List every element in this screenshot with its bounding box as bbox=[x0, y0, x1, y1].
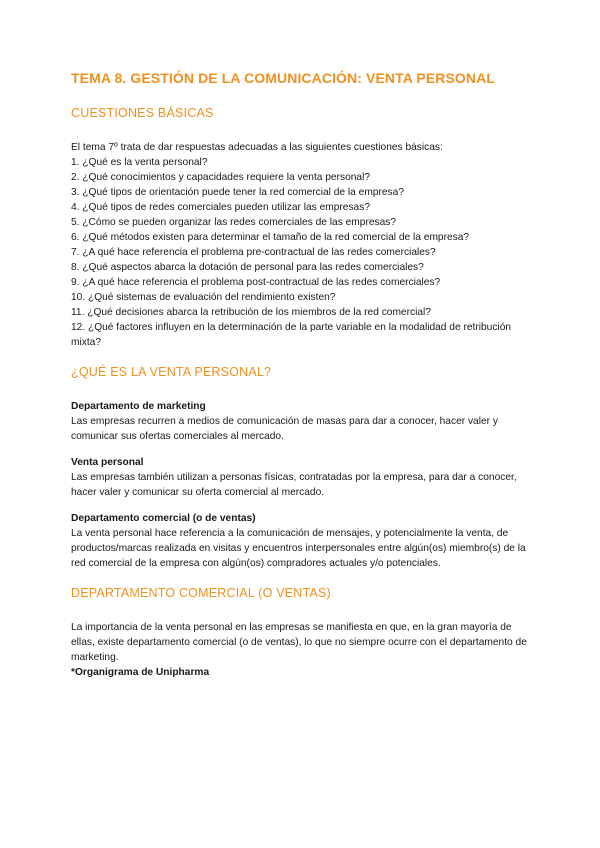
list-item: 10. ¿Qué sistemas de evaluación del rendimiento existen? bbox=[71, 292, 336, 303]
definition-term: Departamento comercial (o de ventas) bbox=[71, 513, 256, 524]
list-item: 4. ¿Qué tipos de redes comerciales pueden utilizar las empresas? bbox=[71, 202, 370, 213]
list-item: 9. ¿A qué hace referencia el problema post-contractual de las redes comerciales? bbox=[71, 277, 441, 288]
list-item: 6. ¿Qué métodos existen para determinar el tamaño de la red comercial de la empresa? bbox=[71, 232, 470, 243]
list-item: 11. ¿Qué decisiones abarca la retribución de los miembros de la red comercial? bbox=[71, 307, 431, 318]
definition-term: Departamento de marketing bbox=[71, 401, 206, 412]
commercial-dept-text: La importancia de la venta personal en las empresas se manifiesta en que, en la gran mayoría de ellas, existe departamento comercial (o de ventas), lo que no siempre ocurre con el departamento de marketing. bbox=[71, 622, 527, 663]
section-heading-commercial-dept: DEPARTAMENTO COMERCIAL (O VENTAS) bbox=[71, 586, 331, 600]
list-item: 5. ¿Cómo se pueden organizar las redes comerciales de las empresas? bbox=[71, 217, 397, 228]
organigram-note: *Organigrama de Unipharma bbox=[71, 667, 210, 678]
page-title: TEMA 8. GESTIÓN DE LA COMUNICACIÓN: VENTA PERSONAL bbox=[71, 70, 495, 86]
definition-text: La venta personal hace referencia a la comunicación de mensajes, y potencialmente la venta, de productos/marcas realizada en visitas y encuentros interpersonales entre algún(os) miembro(s) de la red comercial de la empresa con algún(os) compradores actuales y/o potenciales. bbox=[71, 528, 526, 569]
definition-text: Las empresas también utilizan a personas físicas, contratadas por la empresa, para dar a conocer, hacer valer y comunicar su oferta comercial al mercado. bbox=[71, 472, 517, 498]
list-item: 8. ¿Qué aspectos abarca la dotación de personal para las redes comerciales? bbox=[71, 262, 424, 273]
questions-list bbox=[71, 155, 531, 350]
section-heading-basic-questions: CUESTIONES BÁSICAS bbox=[71, 106, 214, 120]
list-item: 2. ¿Qué conocimientos y capacidades requiere la venta personal? bbox=[71, 172, 371, 183]
list-item: 3. ¿Qué tipos de orientación puede tener la red comercial de la empresa? bbox=[71, 187, 404, 198]
list-item: 12. ¿Qué factores influyen en la determinación de la parte variable en la modalidad de retribución mixta? bbox=[71, 322, 512, 348]
list-item: 7. ¿A qué hace referencia el problema pre-contractual de las redes comerciales? bbox=[71, 247, 436, 258]
list-item: 1. ¿Qué es la venta personal? bbox=[71, 157, 208, 168]
section-heading-what-is: ¿QUÉ ES LA VENTA PERSONAL? bbox=[71, 365, 272, 379]
definition-term: Venta personal bbox=[71, 457, 144, 468]
definition-text: Las empresas recurren a medios de comunicación de masas para dar a conocer, hacer valer y comunicar sus ofertas comerciales al mercado. bbox=[71, 416, 498, 442]
basic-questions-intro: El tema 7º trata de dar respuestas adecuadas a las siguientes cuestiones básicas: bbox=[71, 142, 443, 153]
document-page bbox=[71, 70, 531, 680]
